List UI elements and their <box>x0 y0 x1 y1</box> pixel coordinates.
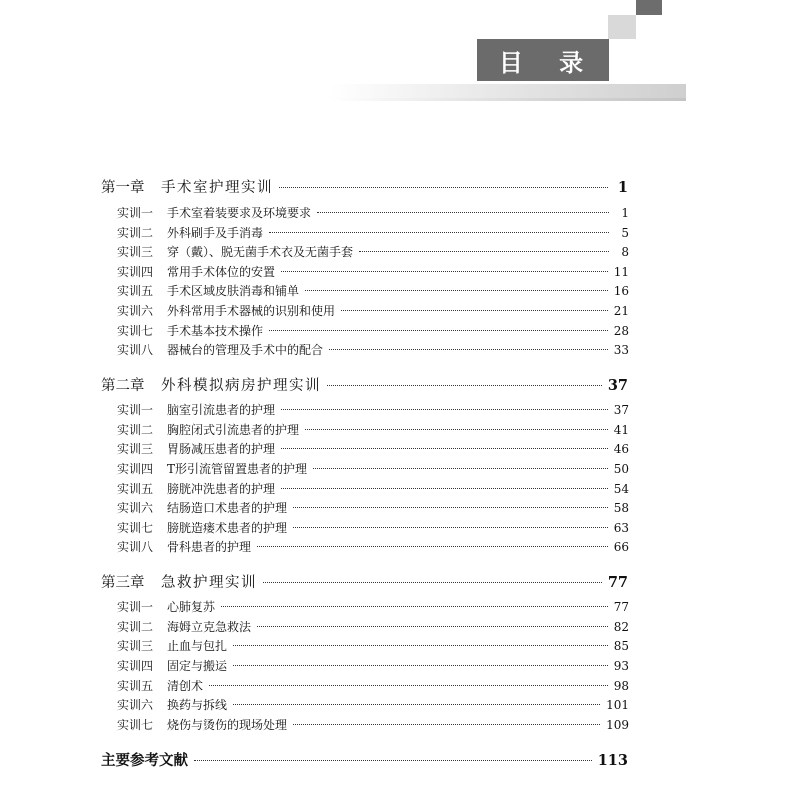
toc-item[interactable] <box>117 322 629 339</box>
item-title: 外科常用手术器械的识别和使用 <box>167 304 336 318</box>
item-number: 实训六 <box>117 698 154 712</box>
page-number: 77 <box>613 600 629 614</box>
toc-item[interactable] <box>117 618 629 635</box>
item-title: 骨科患者的护理 <box>167 540 252 554</box>
page-number: 1 <box>621 206 629 220</box>
item-title: 换药与拆线 <box>167 698 228 712</box>
chapter-number: 第一章 <box>101 180 145 196</box>
item-title: 穿（戴）、脱无菌手术衣及无菌手套 <box>167 245 354 259</box>
page-number: 28 <box>613 324 629 338</box>
toc-item[interactable] <box>117 341 629 358</box>
corner-dark-square <box>636 0 662 15</box>
page-number: 21 <box>613 304 629 318</box>
page-number: 109 <box>606 718 629 732</box>
chapter-title: 手术室护理实训 <box>161 180 273 196</box>
item-number: 实训八 <box>117 343 154 357</box>
toc-references[interactable] <box>101 749 628 770</box>
item-number: 实训六 <box>117 304 154 318</box>
page-number: 37 <box>613 403 629 417</box>
item-title: 胃肠减压患者的护理 <box>167 442 276 456</box>
page-number: 54 <box>613 482 629 496</box>
dot-leader <box>313 468 608 469</box>
toc-chapter-2[interactable] <box>101 374 628 395</box>
page-number: 16 <box>613 284 629 298</box>
dot-leader <box>209 685 608 686</box>
page-number: 82 <box>613 620 629 634</box>
toc-item[interactable] <box>117 460 629 477</box>
page-number: 98 <box>613 679 629 693</box>
item-title: 器械台的管理及手术中的配合 <box>167 343 324 357</box>
chapter-number: 第二章 <box>101 378 145 394</box>
toc-item[interactable] <box>117 519 629 536</box>
header-gradient-bar <box>330 84 686 98</box>
toc-item[interactable] <box>117 440 629 457</box>
page-number: 113 <box>597 752 628 769</box>
dot-leader <box>281 271 608 272</box>
item-title: 膀胱冲洗患者的护理 <box>167 482 276 496</box>
page-number: 5 <box>621 226 629 240</box>
page-number: 8 <box>621 245 629 259</box>
item-number: 实训五 <box>117 679 154 693</box>
chapter-number: 第三章 <box>101 575 145 591</box>
toc-item[interactable] <box>117 480 629 497</box>
item-title: 结肠造口术患者的护理 <box>167 501 288 515</box>
item-number: 实训五 <box>117 284 154 298</box>
toc-item[interactable] <box>117 421 629 438</box>
item-title: 手术基本技术操作 <box>167 324 264 338</box>
item-number: 实训三 <box>117 639 154 653</box>
dot-leader <box>293 507 608 508</box>
item-number: 实训五 <box>117 482 154 496</box>
dot-leader <box>257 626 608 627</box>
item-number: 实训三 <box>117 442 154 456</box>
item-number: 实训一 <box>117 403 154 417</box>
item-title: 清创术 <box>167 679 204 693</box>
toc-item[interactable] <box>117 677 629 694</box>
item-number: 实训二 <box>117 226 154 240</box>
item-number: 实训三 <box>117 245 154 259</box>
dot-leader <box>281 409 608 410</box>
toc-item[interactable] <box>117 538 629 555</box>
toc-item[interactable] <box>117 657 629 674</box>
toc-item[interactable] <box>117 696 629 713</box>
item-title: 常用手术体位的安置 <box>167 265 276 279</box>
dot-leader <box>233 665 608 666</box>
item-title: 外科刷手及手消毒 <box>167 226 264 240</box>
header-divider-line <box>330 98 686 101</box>
page-number: 85 <box>613 639 629 653</box>
dot-leader <box>194 760 592 761</box>
corner-light-square <box>608 15 636 39</box>
dot-leader <box>233 645 608 646</box>
dot-leader <box>341 310 608 311</box>
dot-leader <box>293 724 600 725</box>
page-number: 63 <box>613 521 629 535</box>
page-number: 41 <box>613 423 629 437</box>
dot-leader <box>305 429 608 430</box>
toc-chapter-3[interactable] <box>101 571 628 592</box>
item-title: 膀胱造瘘术患者的护理 <box>167 521 288 535</box>
dot-leader <box>293 527 608 528</box>
item-title: 海姆立克急救法 <box>167 620 252 634</box>
dot-leader <box>279 187 608 188</box>
dot-leader <box>359 251 609 252</box>
item-number: 实训四 <box>117 265 154 279</box>
chapter-title: 外科模拟病房护理实训 <box>161 378 321 394</box>
page-number: 50 <box>613 462 629 476</box>
page-number: 46 <box>613 442 629 456</box>
toc-item[interactable] <box>117 224 629 241</box>
item-title: 手术室着装要求及环境要求 <box>167 206 312 220</box>
dot-leader <box>269 330 608 331</box>
item-number: 实训四 <box>117 462 154 476</box>
item-number: 实训一 <box>117 600 154 614</box>
item-title: 止血与包扎 <box>167 639 228 653</box>
item-title: 固定与搬运 <box>167 659 228 673</box>
toc-item[interactable] <box>117 263 629 280</box>
dot-leader <box>269 232 609 233</box>
dot-leader <box>317 212 609 213</box>
page-number: 58 <box>613 501 629 515</box>
toc-item[interactable] <box>117 204 629 221</box>
item-number: 实训七 <box>117 718 154 732</box>
dot-leader <box>263 582 602 583</box>
page-number: 11 <box>613 265 629 279</box>
item-number: 实训七 <box>117 324 154 338</box>
item-number: 实训四 <box>117 659 154 673</box>
page-number: 93 <box>613 659 629 673</box>
chapter-title: 急救护理实训 <box>161 575 257 591</box>
item-number: 实训八 <box>117 540 154 554</box>
page-number: 33 <box>613 343 629 357</box>
page-number: 1 <box>617 179 628 196</box>
item-number: 实训七 <box>117 521 154 535</box>
dot-leader <box>233 704 600 705</box>
toc-item[interactable] <box>117 716 629 733</box>
toc-item[interactable] <box>117 401 629 418</box>
page-number: 101 <box>606 698 629 712</box>
toc-item[interactable] <box>117 243 629 260</box>
dot-leader <box>221 606 608 607</box>
page-title: 目 录 <box>477 39 609 81</box>
references-title: 主要参考文献 <box>101 752 188 769</box>
item-title: 手术区域皮肤消毒和铺单 <box>167 284 300 298</box>
dot-leader <box>327 385 602 386</box>
dot-leader <box>257 546 608 547</box>
item-number: 实训六 <box>117 501 154 515</box>
toc-item[interactable] <box>117 598 629 615</box>
item-number: 实训二 <box>117 620 154 634</box>
toc-item[interactable] <box>117 282 629 299</box>
item-number: 实训一 <box>117 206 154 220</box>
page-number: 37 <box>607 377 628 394</box>
item-number: 实训二 <box>117 423 154 437</box>
item-title: 心肺复苏 <box>167 600 216 614</box>
toc-item[interactable] <box>117 637 629 654</box>
dot-leader <box>281 448 608 449</box>
toc-chapter-1[interactable] <box>101 176 628 197</box>
page-number: 77 <box>607 574 628 591</box>
item-title: 脑室引流患者的护理 <box>167 403 276 417</box>
item-title: T形引流管留置患者的护理 <box>167 462 308 476</box>
item-title: 胸腔闭式引流患者的护理 <box>167 423 300 437</box>
toc-item[interactable] <box>117 499 629 516</box>
dot-leader <box>329 349 608 350</box>
page-number: 66 <box>613 540 629 554</box>
dot-leader <box>305 290 608 291</box>
toc-item[interactable] <box>117 302 629 319</box>
dot-leader <box>281 488 608 489</box>
item-title: 烧伤与烫伤的现场处理 <box>167 718 288 732</box>
